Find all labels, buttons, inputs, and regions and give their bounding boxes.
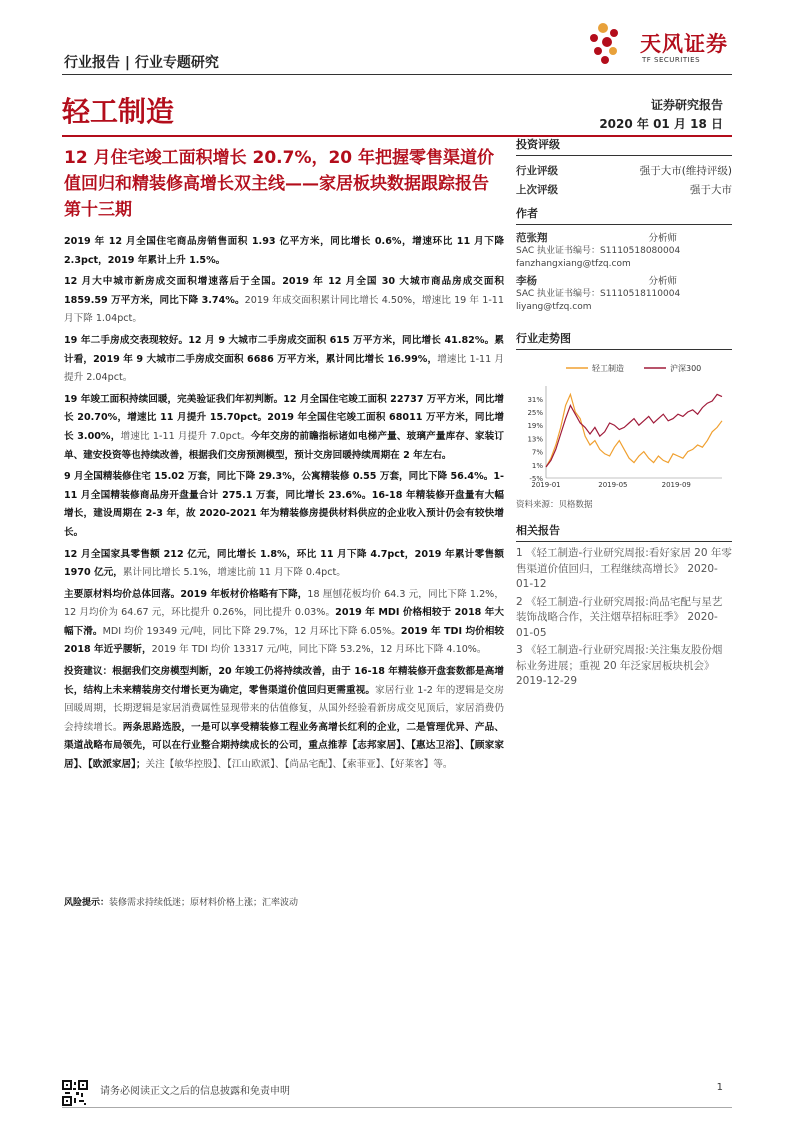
rating-row-previous: 上次评级 强于大市 <box>516 184 732 196</box>
report-date: 2020 年 01 月 18 日 <box>599 117 723 131</box>
paragraph-2: 12 月大中城市新房成交面积增速落后于全国。2019 年 12 月全国 30 大城市商品房成交面积 1859.59 万平方米，同比下降 3.74%。2019 年成交面积累计同比增长 4.50%，增速比 19 年 1-11 月下降 1.04pct。 <box>64 276 504 325</box>
y-tick-label: 1% <box>531 461 543 470</box>
paragraph-investment-advice: 投资建议：根据我们交房模型判断，20 年竣工仍将持续改善，由于 16-18 年精装修开盘套数都是高增长，结构上未来精装房交付增长更为确定，零售渠道价值回归更需重视。家居行业 1-2 年的逻辑是交房回暖周期，长期逻辑是家居消费属性显现带来的估值修复，从国外经验看新房成交见顶后，家居消费仍会持续增长。两条思路选股，一是可以享受精装修工程业务高增长红利的企业，二是管理优异、产品、渠道战略布局领先，可以在行业整合期持续成长的公司，重点推荐【志邦家居】、【惠达卫浴】、【顾家家居】、【欧派家居】；关注【敏华控股】、【江山欧派】、【尚品宅配】、【索菲亚】、【好莱客】等。 <box>64 666 505 771</box>
chart-source: 资料来源：贝格数据 <box>516 500 593 510</box>
paragraph-7: 主要原材料均价总体回落。2019 年板材价格略有下降，18 厘刨花板均价 64.3 元，同比下降 1.2%，12 月均价为 64.67 元，环比提升 0.26%，同比提升 0.03%。2019 年 MDI 价格相较于 2018 年大幅下滑。MDI 均价 19349 元/吨，同比下降 29.7%，12 月环比下降 6.05%。2019 年 TDI 均价相较 2018 年近乎腰斩，2019 年 TDI 均价 13317 元/吨，同比下降 53.2%，12 月环比下降 4.10%。 <box>64 588 504 656</box>
page-number: 1 <box>716 1082 723 1093</box>
y-tick-label: 13% <box>527 435 543 444</box>
y-tick-label: -5% <box>529 475 543 483</box>
logo-subtext: TF SECURITIES <box>642 56 701 64</box>
report-category: 行业报告 | 行业专题研究 <box>64 55 219 71</box>
paragraph-5: 9 月全国精装修住宅 15.02 万套，同比下降 29.3%，公寓精装修 0.55 万套，同比下降 56.4%。1-11 月全国精装修商品房开盘量合计 275.1 万套，同比增长 23.6%。16-18 年精装修开盘量有大幅增长，建设周期在 2-3 年，故 2020-2021 年为精装修房提供材料供应的企业收入预计仍会有较快增长。 <box>64 471 504 538</box>
paragraph-3: 19 年二手房成交表现较好。12 月 9 大城市二手房成交面积 615 万平方米，同比增长 41.82%。累计看，2019 年 9 大城市二手房成交面积 6686 万平方米，累计同比增长 16.99%，增速比 1-11 月提升 2.04pct。 <box>64 334 505 384</box>
industry-name: 轻工制造 <box>62 95 175 128</box>
authors-panel <box>516 205 732 314</box>
series-line <box>546 394 722 467</box>
author-email-1[interactable]: fanzhangxiang@tfzq.com <box>516 259 631 269</box>
related-report-3[interactable]: 3 《轻工制造-行业研究周报:关注集友股份烟标业务进展；重视 20 年泛家居板块机会》 2019-12-29 <box>516 644 723 687</box>
author-2: 李杨 分析师 SAC 执业证书编号：S1110518110004 liyang@tfzq.com <box>516 273 732 314</box>
x-tick-label: 2019-09 <box>661 481 691 489</box>
author-email-2[interactable]: liyang@tfzq.com <box>516 302 592 312</box>
rating-panel <box>516 136 732 200</box>
paragraph-6: 12 月全国家具零售额 212 亿元，同比增长 1.8%，环比 11 月下降 4.7pct，2019 年累计零售额 1970 亿元，累计同比增长 5.1%，增速比前 11 月下降 0.4pct。 <box>64 548 504 579</box>
trend-panel <box>516 330 732 510</box>
y-tick-label: 7% <box>531 448 543 457</box>
report-type: 证券研究报告 <box>650 98 723 112</box>
trend-chart <box>516 350 732 490</box>
x-tick-label: 2019-01 <box>531 481 561 489</box>
y-tick-label: 25% <box>527 409 543 417</box>
author-1: 范张翔 分析师 SAC 执业证书编号：S1110518080004 fanzhangxiang@tfzq.com <box>516 230 732 271</box>
rating-row-industry: 行业评级 强于大市(维持评级) <box>516 165 732 177</box>
related-report-1[interactable]: 1 《轻工制造-行业研究周报:看好家居 20 年零售渠道价值回归，工程继续高增长》 2020-01-12 <box>516 547 732 590</box>
paragraph-1: 2019 年 12 月全国住宅商品房销售面积 1.93 亿平方米，同比增长 0.6%，增速环比 11 月下降 2.3pct，2019 年累计上升 1.5%。 <box>64 236 504 266</box>
x-tick-label: 2019-05 <box>598 481 628 489</box>
related-report-2[interactable]: 2 《轻工制造-行业研究周报:尚品宅配与星艺装饰战略合作，关注烟草招标旺季》 2020-01-05 <box>516 595 723 639</box>
paragraph-4: 19 年竣工面积持续回暖，完美验证我们年初判断。12 月全国住宅竣工面积 22737 万平方米，同比增长 20.70%，增速比 11 月提升 15.70pct。2019 年全国住宅竣工面积 68011 万平方米，同比增长 3.00%，增速比 1-11 月提升 7.0pct。今年交房的前瞻指标诸如电梯产量、玻璃产量库存、家装订单、建安投资等也持续改善，根据我们交房预测模型，预计交房回暖持续周期在 2 年左右。 <box>64 393 505 461</box>
footer-divider <box>62 1107 732 1108</box>
authors-heading: 作者 <box>516 205 732 225</box>
report-body <box>64 233 504 778</box>
report-title: 12 月住宅竣工面积增长 20.7%，20 年把握零售渠道价值回归和精装修高增长双主线——家居板块数据跟踪报告第十三期 <box>64 148 495 220</box>
legend-label: 沪深300 <box>670 364 702 373</box>
series-line <box>546 394 722 467</box>
y-tick-label: 19% <box>527 422 543 431</box>
footer-disclaimer: 请务必阅读正文之后的信息披露和免责申明 <box>100 1086 290 1097</box>
y-tick-label: 31% <box>527 395 543 404</box>
logo-text: 天风证券 <box>640 32 728 56</box>
related-heading: 相关报告 <box>516 522 732 542</box>
legend-label: 轻工制造 <box>592 364 624 373</box>
trend-heading: 行业走势图 <box>516 330 732 350</box>
related-panel <box>516 522 732 692</box>
rating-heading: 投资评级 <box>516 136 732 156</box>
qr-code-icon <box>62 1080 88 1106</box>
risk-warning: 风险提示：装修需求持续低迷；原材料价格上涨；汇率波动 <box>64 898 299 908</box>
header-divider <box>62 74 732 75</box>
